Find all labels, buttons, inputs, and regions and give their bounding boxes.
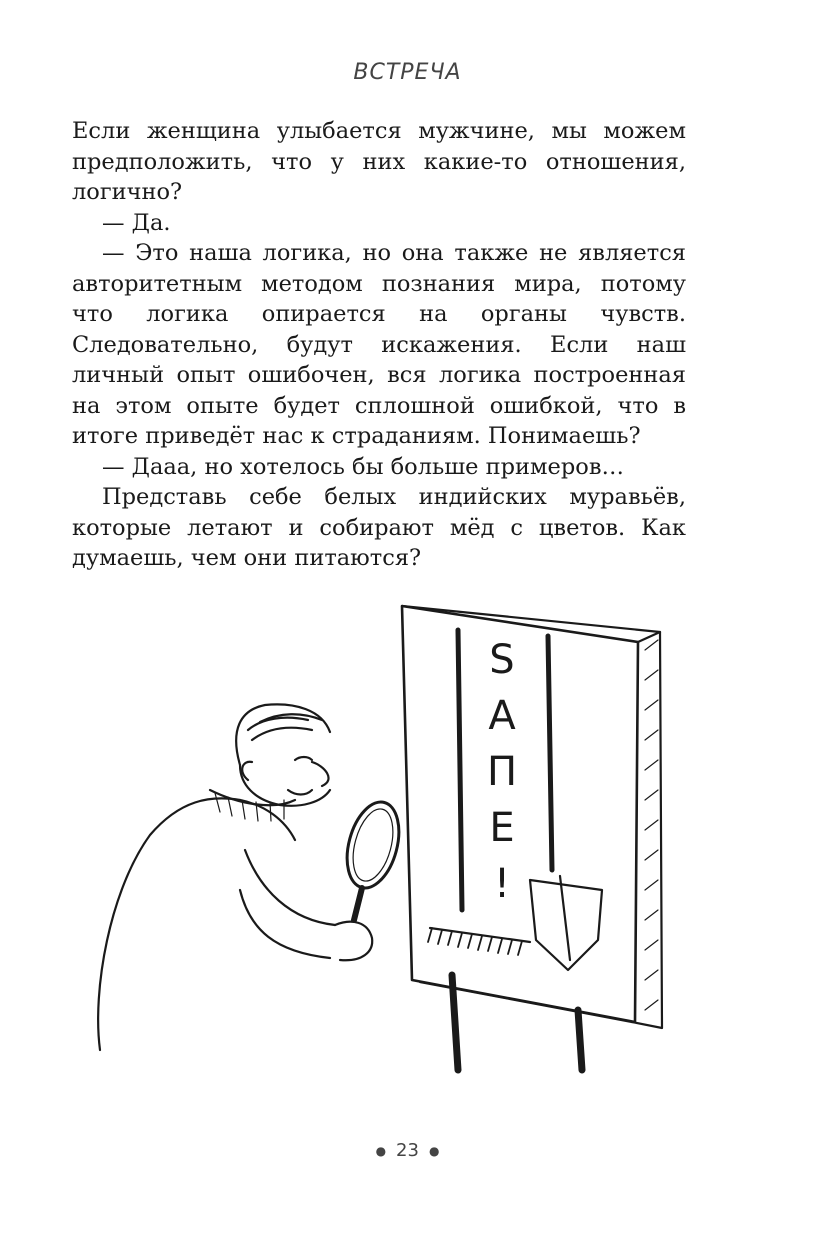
paragraph: Представь себе белых индийских муравьёв, которые летают и собирают мёд с цветов. Как думаешь, чем они питаются? <box>72 484 686 571</box>
sign-letter: Е <box>489 805 515 851</box>
sign-lettering <box>482 632 522 912</box>
sign-letter: П <box>486 749 518 795</box>
paragraph: — Это наша логика, но она также не является авторитетным методом познания мира, потому что логика опирается на органы чувств. Следовательно, будут искажения. Если наш личный опыт ошибочен, вся логика построенная на этом опыте будет сплошной ошибкой, что в итоге приведёт нас к страданиям. Понимаешь? <box>72 240 686 449</box>
page-footer <box>0 1140 815 1161</box>
sign-letter: ! <box>493 861 511 907</box>
paragraph: — Да. <box>102 209 171 236</box>
bullet-icon: ● <box>428 1144 440 1158</box>
paragraph: — Дааа, но хотелось бы больше примеров… <box>102 453 624 480</box>
paragraph: Если женщина улыбается мужчине, мы можем предположить, что у них какие-то отношения, логично? <box>72 118 686 205</box>
bullet-icon: ● <box>375 1144 387 1158</box>
running-header: ВСТРЕЧА <box>353 60 462 85</box>
sign-letter: S <box>489 637 515 683</box>
illustration-man-with-magnifier <box>90 590 690 1090</box>
page-number: 23 <box>396 1140 419 1161</box>
sign-letter: A <box>488 693 516 739</box>
body-text <box>72 116 686 574</box>
